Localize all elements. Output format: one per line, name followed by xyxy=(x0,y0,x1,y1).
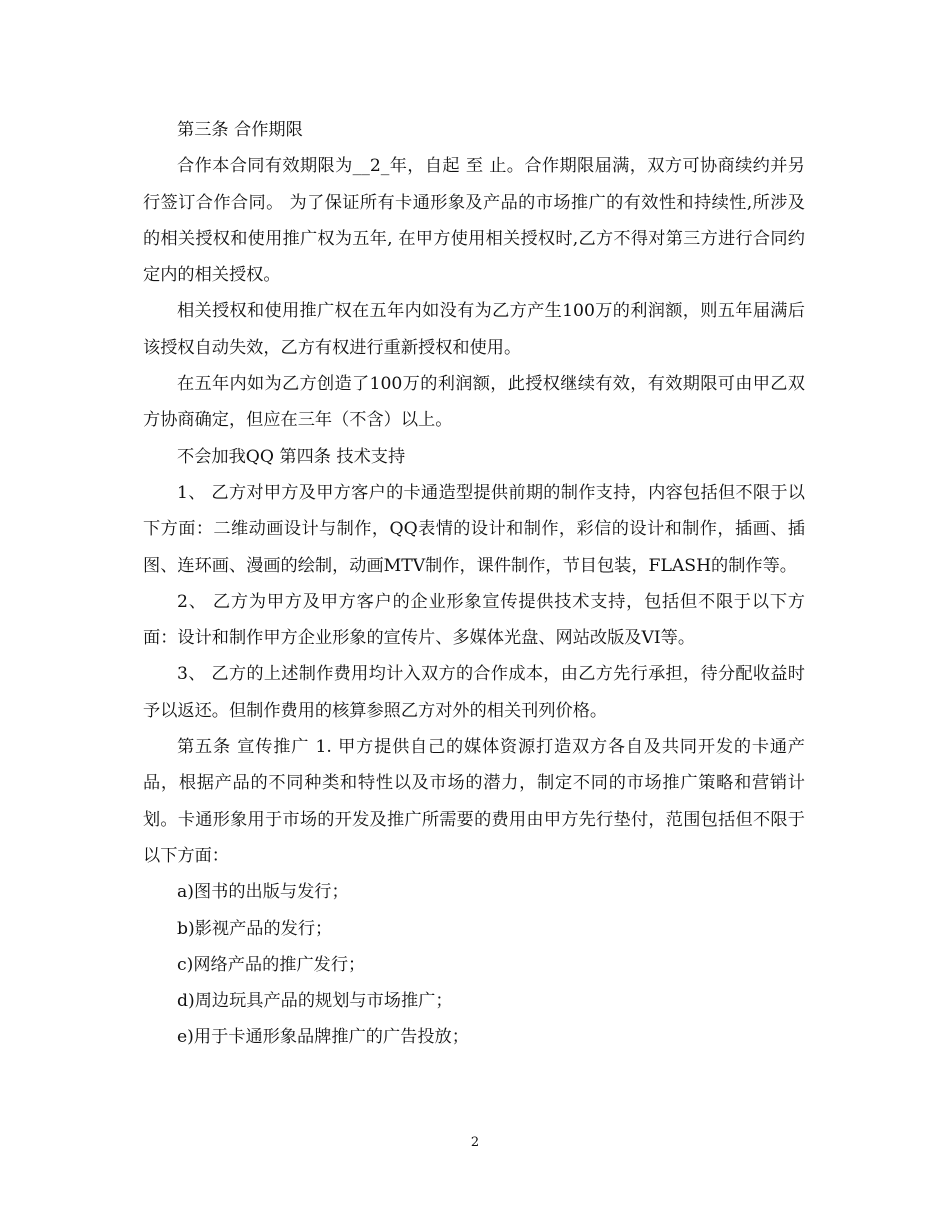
paragraph-license-extension: 在五年内如为乙方创造了100万的利润额，此授权继续有效，有效期限可由甲乙双方协商确定，但应在三年（不含）以上。 xyxy=(143,374,805,431)
paragraph-article-5-promotion: 第五条 宣传推广 1. 甲方提供自己的媒体资源打造双方各自及共同开发的卡通产品，根据产品的不同种类和特性以及市场的潜力，制定不同的市场推广策略和营销计划。卡通形象用于市场的开发及推广所需要的费用由甲方先行垫付，范围包括但不限于以下方面： xyxy=(143,737,805,866)
list-item-support-1: 1、 乙方对甲方及甲方客户的卡通造型提供前期的制作支持，内容包括但不限于以下方面：二维动画设计与制作，QQ表情的设计和制作，彩信的设计和制作，插画、插图、连环画、漫画的绘制，动画MTV制作，课件制作，节目包装，FLASH的制作等。 xyxy=(143,482,805,576)
list-item-b: b)影视产品的发行； xyxy=(177,918,333,939)
list-item-d: d)周边玩具产品的规划与市场推广； xyxy=(177,991,453,1012)
document-body xyxy=(143,112,811,1056)
page-number: 2 xyxy=(470,1135,480,1150)
section-heading-article-3: 第三条 合作期限 xyxy=(177,120,303,140)
list-item-support-3: 3、 乙方的上述制作费用均计入双方的合作成本，由乙方先行承担，待分配收益时予以返还。但制作费用的核算参照乙方对外的相关刊列价格。 xyxy=(143,664,805,721)
section-heading-article-4: 不会加我QQ 第四条 技术支持 xyxy=(177,446,406,467)
paragraph-license-expiry: 相关授权和使用推广权在五年内如没有为乙方产生100万的利润额，则五年届满后 该授权自动失效，乙方有权进行重新授权和使用。 xyxy=(143,301,811,358)
list-item-a: a)图书的出版与发行； xyxy=(177,882,349,903)
list-item-c: c)网络产品的推广发行； xyxy=(177,954,366,975)
paragraph-term: 合作本合同有效期限为__2_年，自起 至 止。合作期限届满，双方可协商续约并另行签订合作合同。 为了保证所有卡通形象及产品的市场推广的有效性和持续性,所涉及的相关授权和使用推广权为五年, 在甲方使用相关授权时,乙方不得对第三方进行合同约定内的相关授权。 xyxy=(143,156,805,286)
list-item-e: e)用于卡通形象品牌推广的广告投放； xyxy=(177,1027,469,1048)
list-item-support-2: 2、 乙方为甲方及甲方客户的企业形象宣传提供技术支持，包括但不限于以下方面：设计和制作甲方企业形象的宣传片、多媒体光盘、网站改版及VI等。 xyxy=(143,591,805,649)
